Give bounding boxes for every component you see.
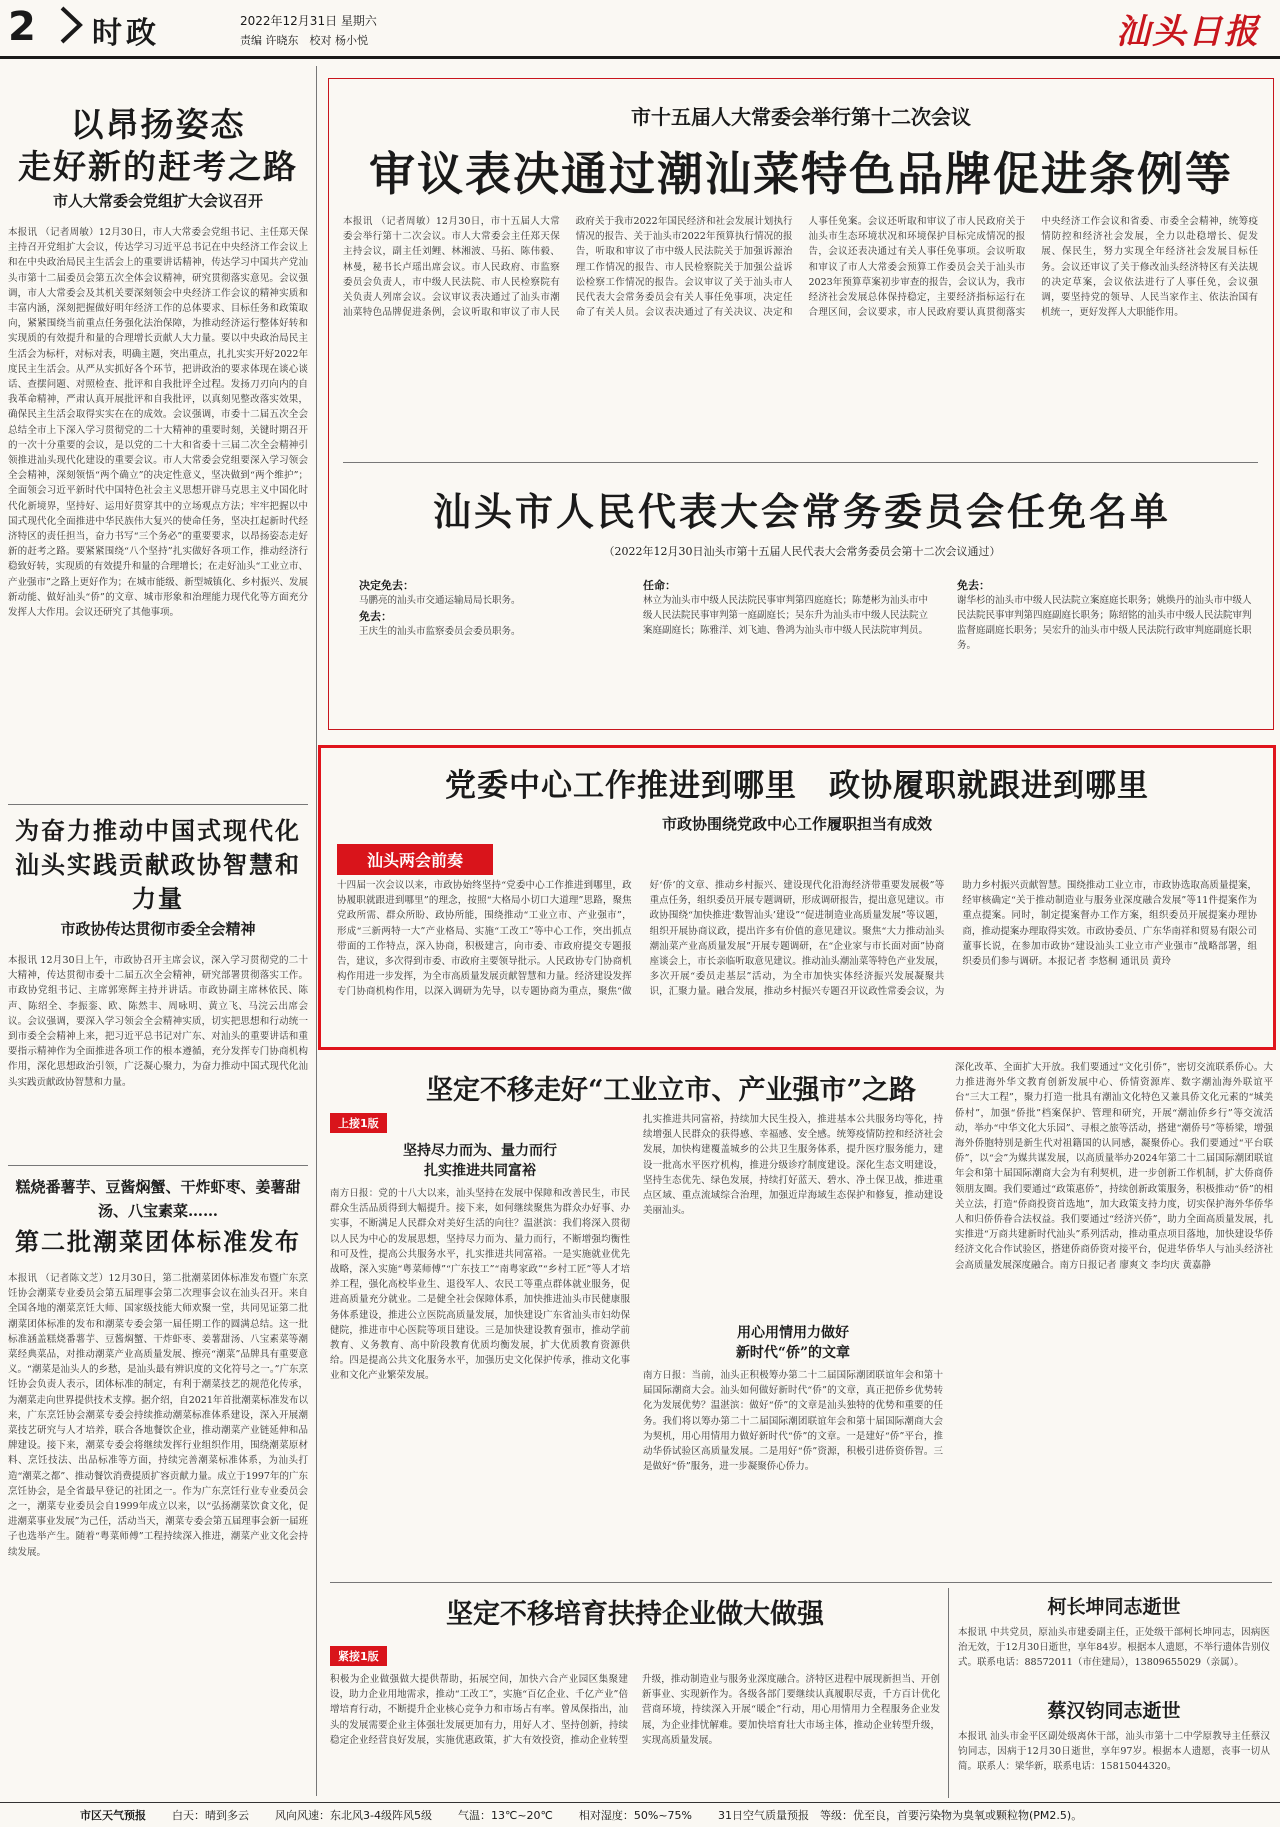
weather-title: 市区天气预报 [80, 1809, 146, 1822]
story-subtitle: 市政协围绕党政中心工作履职担当有成效 [661, 815, 932, 833]
obituary-title: 蔡汉钧同志逝世 [1047, 1700, 1181, 1722]
industry-col-1 [330, 1140, 630, 1596]
appointment-text: 谢华杉的汕头市中级人民法院立案庭庭长职务；姚焕丹的汕头市中级人民法院民事审判第四庭副庭长职务；陈绍铭的汕头市中级人民法院审判监督庭副庭长职务；吴宏升的汕头市中级人民法院行政审判庭副庭长职务。 [957, 595, 1252, 651]
continue-label: 上接1版 [330, 1113, 387, 1133]
appointments-col [359, 577, 619, 653]
article-title: 第二批潮菜团体标准发布 [15, 1227, 301, 1256]
issue-date: 2022年12月31日 星期六 [240, 14, 377, 28]
column-divider [316, 66, 317, 1796]
obituary-2 [958, 1696, 1270, 1791]
article-body: 本报讯 （记者周敏）12月30日，市人大常委会党组书记、主任郑天保主持召开党组扩大会议，传达学习习近平总书记在中央经济工作会议上和在中央政治局民主生活会上的重要讲话精神，传达学习中国共产党汕头市第十二届委员会第五次全体会议精神，研究贯彻落实意见。会议强调，市人大常委会及其机关要深刻领会中央经济工作会议的精神实质和丰富内涵，深刻把握做好明年经济工作的总体要求、目标任务和政策取向，紧紧围绕当前重点任务强化法治保障，为推动经济运行整体好转和实现质的有效提升和量的合理增长贡献人大力量。要以中央政治局民主生活会为标杆，对标对表，明确主题，突出重点，扎扎实实开好2022年度民主生活会。从严从实抓好各个环节，把讲政治的要求体现在谈心谈话、查摆问题、对照检查、批评和自我批评全过程。发扬刀刃向内的自我革命精神，严肃认真开展批评和自我批评，以真刻见整改落实效果，确保民主生活会取得实实在在的成效。会议强调，市委十二届五次全会总结全市上下深入学习贯彻党的二十大精神的重要时刻，关键时期召开的一次十分重要的会议，是以党的二十大和省委十三届二次全会精神引领推进汕头现代化建设的重要会议。市人大常委会党组要深入学习领会全会精神，深刻领悟“两个确立”的决定性意义，坚决做到“两个维护”；全面领会习近平新时代中国特色社会主义思想开辟马克思主义中国化时代化新境界，坚持好、运用好贯穿其中的立场观点方法；牢牢把握以中国式现代化全面推进中华民族伟大复兴的使命任务，坚决扛起新时代经济特区的责任担当，奋力书写“三个务必”的重要要求，以昂扬姿态走好新的赶考之路。要紧紧围绕“八个坚持”扎实做好各项工作，推动经济行稳致好转，实现质的有效提升和量的合理增长；在走好汕头“工业立市、产业强市”之路上更好作为；在城市能级、新型城镇化、乡村振兴、发展新动能、做好汕头“侨”的文章、城市形象和治理能力现代化等方面充分发挥人大作用。会议还研究了其他事项。 [8, 227, 308, 619]
left-article-2 [8, 814, 308, 1168]
article-subtitle: 市人大常委会党组扩大会议召开 [52, 192, 263, 210]
continue-tag [330, 1645, 940, 1666]
obituary-1 [958, 1592, 1270, 1687]
story-body: 扎实推进共同富裕，持续加大民生投入，推进基本公共服务均等化，持续增强人民群众的获得感、幸福感、安全感。统筹疫情防控和经济社会发展，加快构建覆盖城乡的公共卫生服务体系，提升医疗服务能力，建设一批高水平医疗机构，推进分级诊疗制度建设。深化生态文明建设，坚持生态优先、绿色发展，持续打好蓝天、碧水、净土保卫战，推进重点区域、重点流域综合治理，加强近岸海域生态保护和修复，推动建设美丽汕头。 [643, 1114, 943, 1217]
qa-body: 南方日报：当前，汕头正积极筹办第二十二届国际潮团联谊年会和第十届国际潮商大会。汕头如何做好新时代“侨”的文章，真正把侨乡优势转化为发展优势？温湛滨：做好“侨”的文章是汕头独特的优势和重要的任务。我们将以筹办第二十二届国际潮团联谊年会和第十届国际潮商大会为契机，用心用情用力做好新时代“侨”的文章。一是建好“侨”平台，推动华侨试验区高质量发展。二是用好“侨”资源，积极引进侨资侨智。三是做好“侨”服务，进一步凝聚侨心侨力。 [643, 1370, 943, 1473]
story-title: 审议表决通过潮汕菜特色品牌促进条例等 [369, 147, 1233, 201]
weather-humidity: 相对湿度：50%~75% [578, 1809, 693, 1822]
appointments-subtitle: （2022年12月30日汕头市第十五届人民代表大会常务委员会第十二次会议通过） [603, 545, 1001, 558]
column-divider [948, 1588, 949, 1798]
story-title: 坚定不移走好“工业立市、产业强市”之路 [425, 1075, 917, 1106]
story-body: 深化改革、全面扩大开放。我们要通过“文化引侨”，密切交流联系侨心。大力推进海外华文教育创新发展中心、侨情资源库、数字潮汕海外联谊平台“三大工程”，聚力打造一批具有潮汕文化特色又兼具侨文化元素的“城美侨村”，加强“侨批”档案保护、管理和研究，开展“潮汕侨乡行”等交流活动，举办“中华文化大乐园”、寻根之旅等活动，搭建“潮侨号”等桥梁，增强海外侨胞特别是新生代对祖籍国的认同感，凝聚侨心。我们要通过“平台联侨”，以“会”为媒共谋发展，以高质量举办2024年第二十二届国际潮团联谊年会和第十届国际潮商大会为有利契机，进一步创新工作机制，扩大侨商侨领朋友圈。我们要通过“政策惠侨”，持续创新政策服务，积极推动“侨”的相关立法，打造“侨商投资首选地”，加大政策支持力度，切实保护海外华侨华人和归侨侨眷合法权益。我们要通过“经济兴侨”，助力全面高质量发展，扎实推进“万商共建新时代汕头”系列活动，推动重点项目落地，加快建设华侨经济文化合作试验区，搭建侨商侨资对接平台，促进华侨华人与汕头经济社会高质量发展深度融合。南方日报记者 廖爽文 李均庆 黄嘉静 [955, 1062, 1273, 1271]
masthead [0, 0, 1280, 60]
qa-heading: 坚持尽力而为、量力而行 [403, 1143, 557, 1159]
story-body: 积极为企业做强做大提供帮助，拓展空间，加快六合产业园区集聚建设，助力企业用地需求，推动“工改工”，实施“百亿企业、千亿产业”倍增培育行动，不断提升企业核心竞争力和市场占有率。曾凤保指出，汕头的发展需要企业主体强壮发展更加有力，用好人才、坚持创新，持续稳定企业经营良好发展，实施优惠政策，扩大有效投资，推动企业转型升级，推动制造业与服务业深度融合。济特区进程中展现新担当、开创新事业、实现新作为。各级各部门要继续认真履职尽责，千方百计优化营商环境，持续深入开展“暖企”行动，用心用情用力全程服务企业发展，为企业排忧解难。要加快培育壮大市场主体，推动企业转型升级，实现高质量发展。 [330, 1674, 940, 1746]
article-title: 走好新的赶考之路 [18, 147, 298, 186]
appointment-text: 王庆生的汕头市监察委员会委员职务。 [359, 626, 521, 637]
obituary-body: 本报讯 中共党员，原汕头市建委副主任，正处级干部柯长坤同志，因病医治无效，于12月30日逝世，享年84岁。根据本人遗愿，不举行遗体告别仪式。联系电话：88572011（市住建局），13809655029（亲属）。 [958, 1627, 1270, 1669]
appointment-text: 马鹏亮的汕头市交通运输局局长职务。 [359, 595, 521, 606]
divider [343, 462, 1258, 463]
appointment-label: 免去： [359, 610, 392, 623]
series-tag: 汕头两会前奏 [337, 844, 493, 875]
article-title: 以昂扬姿态 [70, 105, 246, 144]
continue-label: 紧接1版 [330, 1646, 387, 1666]
masthead-rule [0, 56, 1280, 59]
continue-tag [330, 1112, 387, 1133]
newspaper-logo: 汕头日报 [1116, 12, 1260, 52]
story-body: 本报讯 （记者周敏）12月30日，市十五届人大常委会举行第十二次会议。市人大常委会主任郑天保主持会议，副主任刘鲤、林湘波、马拓、陈伟毅、林曼，秘书长卢瑶出席会议。市人民政府、市监察委员会负责人，市中级人民法院、市人民检察院有关负责人列席会议。会议审议表决通过了汕头市潮汕菜特色品牌促进条例，会议听取和审议了市人民政府关于我市2022年国民经济和社会发展计划执行情况的报告、关于汕头市2022年预算执行情况的报告，听取和审议了市中级人民法院关于加强诉源治理工作情况的报告、市人民检察院关于加强公益诉讼检察工作情况的报告。会议审议了关于汕头市人民代表大会常务委员会有关人事任免事项，决定任命了有关人员。会议表决通过了有关决议、决定和人事任免案。会议还听取和审议了市人民政府关于汕头市生态环境状况和环境保护目标完成情况的报告，会议还表决通过有关人事任免事项。会议听取和审议了市人大常委会预算工作委员会关于汕头市2023年预算草案初步审查的报告，会议认为，我市经济社会发展总体保持稳定，主要经济指标运行在合理区间，会议要求，市人民政府要认真贯彻落实中央经济工作会议和省委、市委全会精神，统筹疫情防控和经济社会发展，全力以赴稳增长、促发展、保民生，努力实现全年经济社会发展目标任务。会议还审议了关于修改汕头经济特区有关法规的决定草案，会议依法进行了人事任免，会议强调，要坚持党的领导、人民当家作主、依法治国有机统一，更好发挥人大职能作用。 [343, 216, 1258, 319]
appointments-list [359, 577, 1259, 653]
weather-footer [0, 1802, 1280, 1827]
left-article-3 [8, 1175, 308, 1811]
enterprise-story [330, 1592, 940, 1817]
story-tag [337, 844, 493, 875]
appointment-label: 决定免去： [359, 579, 414, 592]
section-name: 时政 [92, 16, 160, 51]
top-story-box [328, 78, 1274, 730]
article-title: 为奋力推动中国式现代化 [15, 816, 301, 845]
article-body: 本报讯 （记者陈文芝）12月30日，第二批潮菜团体标准发布暨广东烹饪协会潮菜专业委员会第五届理事会第二次理事会议在汕头召开。来自全国各地的潮菜烹饪大师、国家级技能大师欢聚一堂，共同见证第二批潮菜团体标准的发布和潮菜专委会第一届任期工作的圆满总结。这一批标准涵盖糕烧番薯芋、豆酱焖蟹、干炸虾枣、姜薯甜汤、八宝素菜等潮菜经典菜品，对推动潮菜产业高质量发展、擦亮“潮菜”品牌具有重要意义。“潮菜是汕头人的乡愁，是汕头最有辨识度的文化符号之一。”广东烹饪协会负责人表示，团体标准的制定，有利于潮菜技艺的规范化传承，为潮菜走向世界提供技术支撑。据介绍，自2021年首批潮菜标准发布以来，广东烹饪协会潮菜专委会持续推动潮菜标准体系建设，深入开展潮菜技艺研究与人才培养，联合各地餐饮企业，推动潮菜产业链延伸和品牌建设。接下来，潮菜专委会将继续发挥行业组织作用，围绕潮菜原材料、烹饪技法、出品标准等方面，持续完善潮菜标准体系，为汕头打造“潮菜之都”、推动餐饮消费提质扩容贡献力量。成立于1997年的广东烹饪协会，是全省最早登记的社团之一。作为广东烹饪行业专业委员会之一，潮菜专业委员会自1999年成立以来，以“弘扬潮菜饮食文化，促进潮菜事业发展”为己任，活动当天，潮菜专委会第五届理事会新一届班子也选举产生。随着“粤菜师傅”工程持续深入推进，潮菜产业文化会持续发展。 [8, 1273, 308, 1558]
industry-col-2 [643, 1112, 943, 1593]
appointment-label: 任命： [643, 579, 676, 592]
divider [8, 1165, 308, 1166]
divider [330, 1582, 1272, 1583]
qa-body: 南方日报：党的十八大以来，汕头坚持在发展中保障和改善民生，市民群众生活品质得到大幅提升。接下来，如何继续聚焦为群众办好事、办实事，不断满足人民群众对美好生活的向往？温湛滨：我们将深入贯彻以人民为中心的发展思想，坚持尽力而为、量力而行，不断增强均衡性和可及性，提高公共服务水平，扎实推进共同富裕。一是实施就业优先战略，深入实施“粤菜师傅”“广东技工”“南粤家政”“乡村工匠”等人才培养工程，强化高校毕业生、退役军人、农民工等重点群体就业服务，促进高质量充分就业。二是健全社会保障体系，加快推进汕头市民健康服务体系建设，推进公立医院高质量发展，加快建设广东省汕头市妇幼保健院，推进市中心医院等项目建设。三是加快建设教育强市，推动学前教育、义务教育、高中阶段教育优质均衡发展，扩大优质教育资源供给。四是提高公共文化服务水平，加强历史文化保护传承，推动文化事业和文化产业繁荣发展。 [330, 1188, 630, 1382]
chevron-right-icon [56, 6, 86, 44]
article-subtitle: 市政协传达贯彻市委全会精神 [60, 920, 256, 938]
qa-heading: 扎实推进共同富裕 [424, 1163, 536, 1179]
weather-temp: 气温：13℃~20℃ [457, 1809, 553, 1822]
industry-col-3 [955, 1060, 1273, 1575]
weather-day: 白天：晴到多云 [172, 1809, 249, 1822]
page-number: 2 [8, 4, 36, 50]
obituary-title: 柯长坤同志逝世 [1047, 1596, 1181, 1618]
editor-credits: 责编 许晓东 校对 杨小悦 [240, 34, 368, 47]
article-title: 汕头实践贡献政协智慧和力量 [15, 850, 301, 913]
left-article-1 [8, 104, 308, 805]
cppcc-story-box [318, 745, 1276, 1050]
appointment-label: 免去： [957, 579, 990, 592]
qa-heading: 新时代“侨”的文章 [735, 1345, 851, 1361]
article-body: 本报讯 12月30日上午，市政协召开主席会议，深入学习贯彻党的二十大精神，传达贯彻市委十二届五次全会精神，研究部署贯彻落实工作。市政协党组书记、主席郭寒辉主持并讲话。市政协副主席林依民、陈声、陈绍全、李振銮、欧、陈然丰、周咏明、黄立飞、马浣云出席会议。会议强调，要深入学习领会全会精神实质，切实把思想和行动统一到市委全会精神上来，把习近平总书记对广东、对汕头的重要讲话和重要指示精神作为全面推进各项工作的根本遵循，充分发挥专门协商机构作用，深化思想政治引领，广泛凝心聚力，为奋力推动中国式现代化汕头实践贡献政协智慧和力量。 [8, 955, 308, 1088]
weather-wind: 风向风速：东北风3-4级阵风5级 [275, 1809, 432, 1822]
obituary-body: 本报讯 汕头市金平区副处级离休干部，汕头市第十二中学原教导主任蔡汉钧同志，因病于12月30日逝世，享年97岁。根据本人遗愿，丧事一切从简。联系人：梁华新，联系电话：15815044320。 [958, 1731, 1270, 1773]
appointments-title: 汕头市人民代表大会常务委员会任免名单 [432, 489, 1171, 534]
story-body: 十四届一次会议以来，市政协始终坚持“党委中心工作推进到哪里，政协履职就跟进到哪里”的理念，按照“大格局小切口大道理”思路，聚焦党政所需、群众所盼、政协所能，围绕推动“工业立市、产业强市”，形成“三新两特一大”产业格局、实施“工改工”等中心工作，突出抓点带面的工作特点，深入协商，积极建言，向市委、市政府提交专题报告，建议，多次得到市委、市政府主要领导批示。人民政协专门协商机构作用进一步发挥，为全市高质量发展贡献智慧和力量。经济建设发挥专门协商机构作用，以深入调研为先导，以专题协商为重点，聚焦“做好‘侨’的文章、推动乡村振兴、建设现代化沿海经济带重要发展极”等重点任务，组织委员开展专题调研，形成调研报告，提出意见建议。市政协围绕“加快推进‘数智汕头’建设”“促进制造业高质量发展”等议题，组织开展协商议政，提出许多有价值的意见建议。聚焦“大力推动汕头潮汕菜产业高质量发展”开展专题调研，在“企业家与市长面对面”协商座谈会上，市长亲临听取意见建议。推动汕头潮汕菜等特色产业发展，多次开展“委员走基层”活动，为全市加快实体经济振兴发展凝聚共识，汇聚力量。融合发展，推动乡村振兴专题召开议政性常委会议，为助力乡村振兴贡献智慧。围绕推动工业立市，市政协选取高质量提案，经审核确定“关于推动制造业与服务业深度融合发展”等11件提案作为重点提案。同时，制定提案督办工作方案，组织委员开展提案办理协商，推动提案办理取得实效。市政协委员、广东华南祥和贸易有限公司董事长说，在参加市政协“建设汕头工业立市产业强市”战略部署，组织委员们参与调研。本报记者 李悠桐 通讯员 黄玲 [337, 880, 1257, 998]
qa-heading: 用心用情用力做好 [737, 1325, 849, 1341]
appointment-text: 林立为汕头市中级人民法院民事审判第四庭庭长；陈楚彬为汕头市中级人民法院民事审判第一庭副庭长；吴东升为汕头市中级人民法院立案庭副庭长；陈雅洋、刘飞迪、鲁鸿为汕头市中级人民法院审判员。 [643, 595, 929, 636]
story-title: 坚定不移培育扶持企业做大做强 [446, 1599, 824, 1630]
appointments-col [643, 577, 933, 653]
appointments-col [957, 577, 1257, 653]
story-title: 党委中心工作推进到哪里 政协履职就跟进到哪里 [445, 768, 1149, 804]
air-quality: 31日空气质量预报 等级：优至良，首要污染物为臭氧或颗粒物(PM2.5)。 [718, 1809, 1083, 1822]
story-kicker: 市十五届人大常委会举行第十二次会议 [631, 105, 971, 129]
article-kicker: 糕烧番薯芋、豆酱焖蟹、干炸虾枣、姜薯甜汤、八宝素菜…… [15, 1178, 301, 1220]
divider [8, 804, 308, 805]
